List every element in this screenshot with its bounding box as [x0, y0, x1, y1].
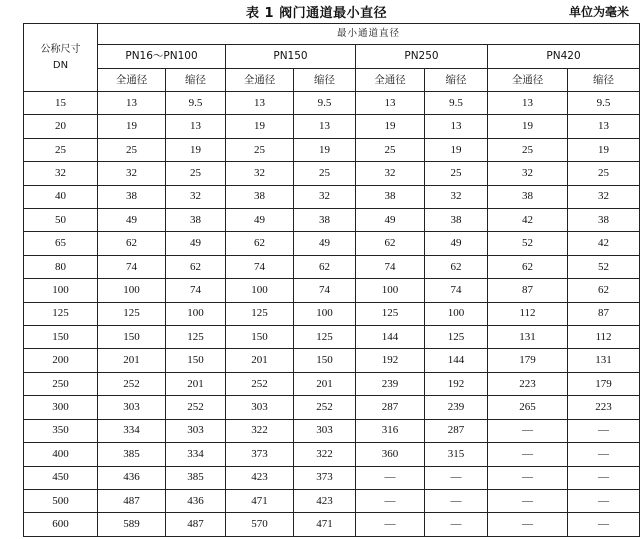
full-bore-cell: 223 — [488, 372, 568, 395]
full-bore-cell: 42 — [488, 209, 568, 232]
full-bore-cell: 385 — [98, 443, 166, 466]
min-bore-group-header: 最小通道直径 — [98, 24, 640, 45]
full-bore-cell: 125 — [356, 302, 425, 325]
full-bore-cell: 360 — [356, 443, 425, 466]
full-bore-cell: 13 — [98, 92, 166, 115]
full-bore-cell: 74 — [356, 255, 425, 278]
reduced-bore-header: 缩径 — [294, 69, 356, 92]
table-row — [24, 349, 640, 372]
full-bore-cell: 265 — [488, 396, 568, 419]
full-bore-cell: 252 — [226, 372, 294, 395]
full-bore-cell: 32 — [226, 162, 294, 185]
full-bore-cell: 179 — [488, 349, 568, 372]
full-bore-cell: 62 — [356, 232, 425, 255]
reduced-bore-cell: 25 — [425, 162, 488, 185]
pressure-class-row — [24, 45, 640, 69]
full-bore-cell: 49 — [226, 209, 294, 232]
full-bore-cell: 487 — [98, 489, 166, 512]
full-bore-cell: 131 — [488, 326, 568, 349]
table-row — [24, 138, 640, 161]
full-bore-cell: 303 — [98, 396, 166, 419]
pn-class-header: PN150 — [226, 45, 356, 69]
full-bore-cell: 87 — [488, 279, 568, 302]
full-bore-cell: 25 — [226, 138, 294, 161]
dn-header-line2: DN — [52, 59, 69, 71]
reduced-bore-cell: 62 — [425, 255, 488, 278]
reduced-bore-cell: 322 — [294, 443, 356, 466]
full-bore-cell: 25 — [356, 138, 425, 161]
full-bore-cell: — — [356, 513, 425, 537]
reduced-bore-cell: 303 — [166, 419, 226, 442]
bore-type-row — [24, 69, 640, 92]
pn-class-header: PN250 — [356, 45, 488, 69]
dn-cell: 300 — [24, 396, 98, 419]
reduced-bore-cell: — — [568, 513, 640, 537]
table-row — [24, 232, 640, 255]
reduced-bore-cell: 125 — [425, 326, 488, 349]
dn-cell: 350 — [24, 419, 98, 442]
table-row — [24, 466, 640, 489]
table-title: 表 1 阀门通道最小直径 — [246, 6, 388, 21]
full-bore-cell: 25 — [98, 138, 166, 161]
dn-cell: 20 — [24, 115, 98, 138]
reduced-bore-cell: 125 — [294, 326, 356, 349]
full-bore-cell: 471 — [226, 489, 294, 512]
reduced-bore-cell: 9.5 — [425, 92, 488, 115]
full-bore-cell: 287 — [356, 396, 425, 419]
reduced-bore-cell: 100 — [166, 302, 226, 325]
reduced-bore-cell: 9.5 — [294, 92, 356, 115]
reduced-bore-header: 缩径 — [568, 69, 640, 92]
reduced-bore-cell: 150 — [294, 349, 356, 372]
table-row — [24, 255, 640, 278]
reduced-bore-cell: 38 — [425, 209, 488, 232]
reduced-bore-cell: 179 — [568, 372, 640, 395]
reduced-bore-cell: 32 — [294, 185, 356, 208]
reduced-bore-cell: 100 — [294, 302, 356, 325]
table-row — [24, 92, 640, 115]
dn-cell: 200 — [24, 349, 98, 372]
table-row — [24, 279, 640, 302]
reduced-bore-cell: 13 — [166, 115, 226, 138]
reduced-bore-header: 缩径 — [425, 69, 488, 92]
reduced-bore-cell: — — [568, 419, 640, 442]
reduced-bore-cell: 334 — [166, 443, 226, 466]
table-body — [24, 92, 640, 537]
dn-cell: 450 — [24, 466, 98, 489]
full-bore-cell: 201 — [98, 349, 166, 372]
reduced-bore-cell: 38 — [294, 209, 356, 232]
reduced-bore-cell: 303 — [294, 419, 356, 442]
reduced-bore-cell: 38 — [166, 209, 226, 232]
dn-cell: 15 — [24, 92, 98, 115]
reduced-bore-cell: 32 — [166, 185, 226, 208]
full-bore-cell: 19 — [98, 115, 166, 138]
dn-cell: 500 — [24, 489, 98, 512]
reduced-bore-cell: 49 — [294, 232, 356, 255]
full-bore-cell: 62 — [226, 232, 294, 255]
full-bore-cell: 316 — [356, 419, 425, 442]
full-bore-cell: 74 — [98, 255, 166, 278]
full-bore-cell: 52 — [488, 232, 568, 255]
full-bore-cell: 62 — [98, 232, 166, 255]
reduced-bore-cell: 62 — [166, 255, 226, 278]
table-row — [24, 396, 640, 419]
full-bore-cell: 100 — [226, 279, 294, 302]
full-bore-cell: 423 — [226, 466, 294, 489]
full-bore-cell: — — [488, 443, 568, 466]
reduced-bore-cell: 25 — [568, 162, 640, 185]
full-bore-cell: 49 — [356, 209, 425, 232]
reduced-bore-cell: 373 — [294, 466, 356, 489]
full-bore-cell: 19 — [488, 115, 568, 138]
dn-header-line1: 公称尺寸 — [40, 43, 81, 55]
reduced-bore-cell: 436 — [166, 489, 226, 512]
full-bore-cell: 201 — [226, 349, 294, 372]
reduced-bore-cell: 252 — [166, 396, 226, 419]
dn-cell: 150 — [24, 326, 98, 349]
reduced-bore-cell: 49 — [425, 232, 488, 255]
dn-cell: 40 — [24, 185, 98, 208]
reduced-bore-cell: 315 — [425, 443, 488, 466]
full-bore-cell: 32 — [98, 162, 166, 185]
reduced-bore-cell: 487 — [166, 513, 226, 537]
full-bore-cell: — — [488, 419, 568, 442]
reduced-bore-cell: 13 — [568, 115, 640, 138]
reduced-bore-cell: 19 — [166, 138, 226, 161]
dn-cell: 50 — [24, 209, 98, 232]
full-bore-header: 全通径 — [356, 69, 425, 92]
table-row — [24, 419, 640, 442]
reduced-bore-cell: — — [425, 513, 488, 537]
min-bore-table — [23, 23, 640, 537]
reduced-bore-cell: 13 — [294, 115, 356, 138]
table-row — [24, 209, 640, 232]
reduced-bore-cell: 471 — [294, 513, 356, 537]
full-bore-cell: 570 — [226, 513, 294, 537]
full-bore-cell: 144 — [356, 326, 425, 349]
reduced-bore-cell: 150 — [166, 349, 226, 372]
table-row — [24, 302, 640, 325]
full-bore-cell: 32 — [356, 162, 425, 185]
table-row — [24, 513, 640, 537]
full-bore-cell: 13 — [356, 92, 425, 115]
reduced-bore-cell: 201 — [294, 372, 356, 395]
reduced-bore-cell: — — [568, 466, 640, 489]
full-bore-cell: 192 — [356, 349, 425, 372]
full-bore-cell: 436 — [98, 466, 166, 489]
dn-cell: 250 — [24, 372, 98, 395]
reduced-bore-cell: 52 — [568, 255, 640, 278]
full-bore-cell: — — [488, 466, 568, 489]
full-bore-cell: 334 — [98, 419, 166, 442]
full-bore-cell: 74 — [226, 255, 294, 278]
reduced-bore-cell: 13 — [425, 115, 488, 138]
dn-header — [24, 24, 98, 92]
table-row — [24, 185, 640, 208]
full-bore-cell: 150 — [98, 326, 166, 349]
full-bore-cell: 13 — [226, 92, 294, 115]
full-bore-cell: 125 — [226, 302, 294, 325]
dn-cell: 65 — [24, 232, 98, 255]
full-bore-cell: 49 — [98, 209, 166, 232]
table-row — [24, 443, 640, 466]
full-bore-cell: 125 — [98, 302, 166, 325]
reduced-bore-cell: 19 — [294, 138, 356, 161]
full-bore-cell: 150 — [226, 326, 294, 349]
full-bore-cell: 303 — [226, 396, 294, 419]
reduced-bore-cell: 239 — [425, 396, 488, 419]
reduced-bore-cell: 42 — [568, 232, 640, 255]
reduced-bore-header: 缩径 — [166, 69, 226, 92]
full-bore-cell: 19 — [226, 115, 294, 138]
full-bore-cell: 589 — [98, 513, 166, 537]
reduced-bore-cell: 223 — [568, 396, 640, 419]
full-bore-cell: 13 — [488, 92, 568, 115]
reduced-bore-cell: 112 — [568, 326, 640, 349]
table-row — [24, 326, 640, 349]
table-row — [24, 372, 640, 395]
reduced-bore-cell: 125 — [166, 326, 226, 349]
dn-cell: 100 — [24, 279, 98, 302]
reduced-bore-cell: 201 — [166, 372, 226, 395]
reduced-bore-cell: — — [425, 489, 488, 512]
full-bore-header: 全通径 — [98, 69, 166, 92]
reduced-bore-cell: 38 — [568, 209, 640, 232]
dn-cell: 400 — [24, 443, 98, 466]
full-bore-cell: 38 — [98, 185, 166, 208]
full-bore-cell: 252 — [98, 372, 166, 395]
full-bore-cell: — — [488, 513, 568, 537]
reduced-bore-cell: 87 — [568, 302, 640, 325]
reduced-bore-cell: 423 — [294, 489, 356, 512]
reduced-bore-cell: 62 — [568, 279, 640, 302]
reduced-bore-cell: 19 — [568, 138, 640, 161]
full-bore-cell: 19 — [356, 115, 425, 138]
full-bore-cell: 38 — [226, 185, 294, 208]
reduced-bore-cell: 62 — [294, 255, 356, 278]
full-bore-cell: — — [356, 466, 425, 489]
reduced-bore-cell: 192 — [425, 372, 488, 395]
dn-cell: 125 — [24, 302, 98, 325]
full-bore-cell: 373 — [226, 443, 294, 466]
reduced-bore-cell: 74 — [425, 279, 488, 302]
pn-class-header: PN420 — [488, 45, 640, 69]
full-bore-cell: 100 — [356, 279, 425, 302]
reduced-bore-cell: 32 — [425, 185, 488, 208]
reduced-bore-cell: — — [425, 466, 488, 489]
unit-note: 单位为毫米 — [568, 5, 629, 19]
full-bore-cell: — — [356, 489, 425, 512]
reduced-bore-cell: 131 — [568, 349, 640, 372]
reduced-bore-cell: 32 — [568, 185, 640, 208]
reduced-bore-cell: 252 — [294, 396, 356, 419]
full-bore-cell: — — [488, 489, 568, 512]
full-bore-header: 全通径 — [488, 69, 568, 92]
full-bore-cell: 25 — [488, 138, 568, 161]
reduced-bore-cell: 25 — [294, 162, 356, 185]
full-bore-cell: 62 — [488, 255, 568, 278]
full-bore-header: 全通径 — [226, 69, 294, 92]
reduced-bore-cell: — — [568, 489, 640, 512]
reduced-bore-cell: 74 — [166, 279, 226, 302]
reduced-bore-cell: 25 — [166, 162, 226, 185]
full-bore-cell: 239 — [356, 372, 425, 395]
reduced-bore-cell: 144 — [425, 349, 488, 372]
dn-cell: 32 — [24, 162, 98, 185]
dn-cell: 600 — [24, 513, 98, 537]
full-bore-cell: 32 — [488, 162, 568, 185]
table-row — [24, 162, 640, 185]
reduced-bore-cell: 74 — [294, 279, 356, 302]
full-bore-cell: 100 — [98, 279, 166, 302]
table-caption — [0, 0, 643, 24]
reduced-bore-cell: 385 — [166, 466, 226, 489]
reduced-bore-cell: 9.5 — [568, 92, 640, 115]
full-bore-cell: 38 — [488, 185, 568, 208]
full-bore-cell: 112 — [488, 302, 568, 325]
reduced-bore-cell: 49 — [166, 232, 226, 255]
reduced-bore-cell: 9.5 — [166, 92, 226, 115]
full-bore-cell: 38 — [356, 185, 425, 208]
dn-cell: 80 — [24, 255, 98, 278]
full-bore-cell: 322 — [226, 419, 294, 442]
reduced-bore-cell: — — [568, 443, 640, 466]
dn-cell: 25 — [24, 138, 98, 161]
reduced-bore-cell: 287 — [425, 419, 488, 442]
pn-class-header: PN16～PN100 — [98, 45, 226, 69]
reduced-bore-cell: 19 — [425, 138, 488, 161]
table-row — [24, 115, 640, 138]
table-row — [24, 489, 640, 512]
reduced-bore-cell: 100 — [425, 302, 488, 325]
